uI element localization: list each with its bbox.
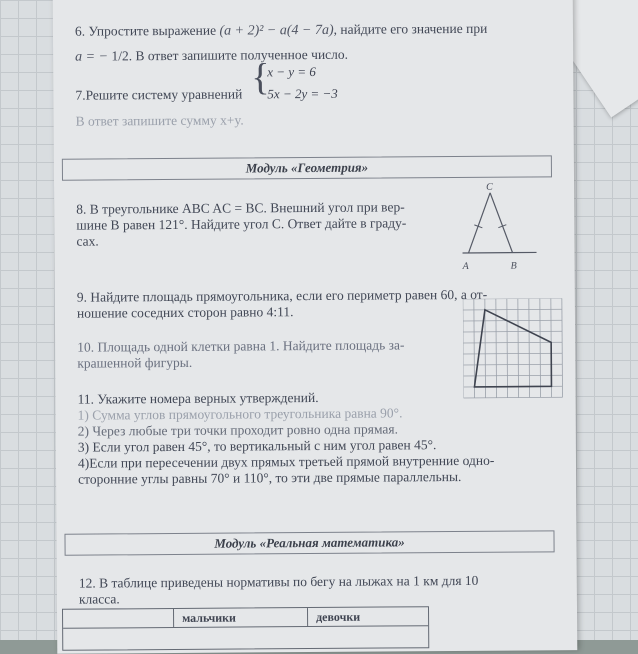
triangle-side-ac [468,193,490,253]
label-c: C [486,181,493,193]
worksheet-page [53,0,578,654]
task12-line1: 12. В таблице приведены нормативы по бегу на лыжах на 1 км для 10 [78,572,479,591]
task10-line2: крашенной фигуры. [77,354,193,371]
task9-line2: ношение соседних сторон равно 4:11. [76,304,294,321]
task6-text-b: , найдите его значение при [333,20,488,37]
task6-line1 [75,21,487,41]
task6-text: 6. Упростите выражение [74,22,217,39]
task8-line2: шине B равен 121°. Найдите угол C. Ответ дайте в граду- [76,215,407,233]
triangle-figure [454,180,545,276]
label-a: A [462,260,469,272]
task11-statement-4a: 4)Если при пересечении двух прямых третьей прямой внутренние одно- [77,452,495,471]
task9-line1 [77,287,487,306]
system-brace: { [251,56,270,99]
norms-table [62,606,429,651]
task6-fraction: 1/2 [111,48,129,64]
task6-text-c: . В ответ запишите полученное число. [128,46,349,64]
task6-expression: (a + 2)² − a(4 − 7a) [219,22,334,39]
triangle-base-extended [463,252,537,253]
table-header-boys: мальчики [173,608,308,627]
label-b: B [510,260,517,272]
task6-a-value: a = − [75,49,109,65]
task7-note: В ответ запишите сумму x+y. [75,112,244,129]
task6-line2 [75,47,348,66]
task11-statement-1: 1) Сумма углов прямоугольного треугольника равна 90°. [77,405,403,423]
table-row-divider [63,625,428,629]
grid-figure [463,298,564,405]
task9-text: 9. Найдите площадь прямоугольника, если его периметр равен 60, а от- [76,286,488,305]
task11-statement-3: 3) Если угол равен 45°, то вертикальный с ним угол равен 45°. [77,437,437,455]
task10-line1: 10. Площадь одной клетки равна 1. Найдите площадь за- [77,337,405,355]
task11-heading: 11. Укажите номера верных утверждений. [77,389,319,407]
table-header-girls: девочки [307,607,436,626]
task8-line1: 8. В треугольнике ABC AC = BC. Внешний угол при вер- [76,199,405,217]
triangle-side-bc [490,193,512,253]
task7-eq1: x − y = 6 [267,63,316,80]
task8-line3: сах. [76,233,99,249]
task11-statement-2: 2) Через любые три точки проходит ровно одна прямая. [77,421,399,439]
module-real-math-box: Модуль «Реальная математика» [64,530,554,555]
task11-statement-4b: сторонние углы равны 70° и 110°, то эти две прямые параллельны. [78,468,462,487]
task12-line2: класса. [78,591,120,607]
task7-eq2: 5x − 2y = −3 [267,85,338,102]
module-geometry-box: Модуль «Геометрия» [62,155,552,180]
task7-text: 7.Решите систему уравнений [75,86,243,103]
